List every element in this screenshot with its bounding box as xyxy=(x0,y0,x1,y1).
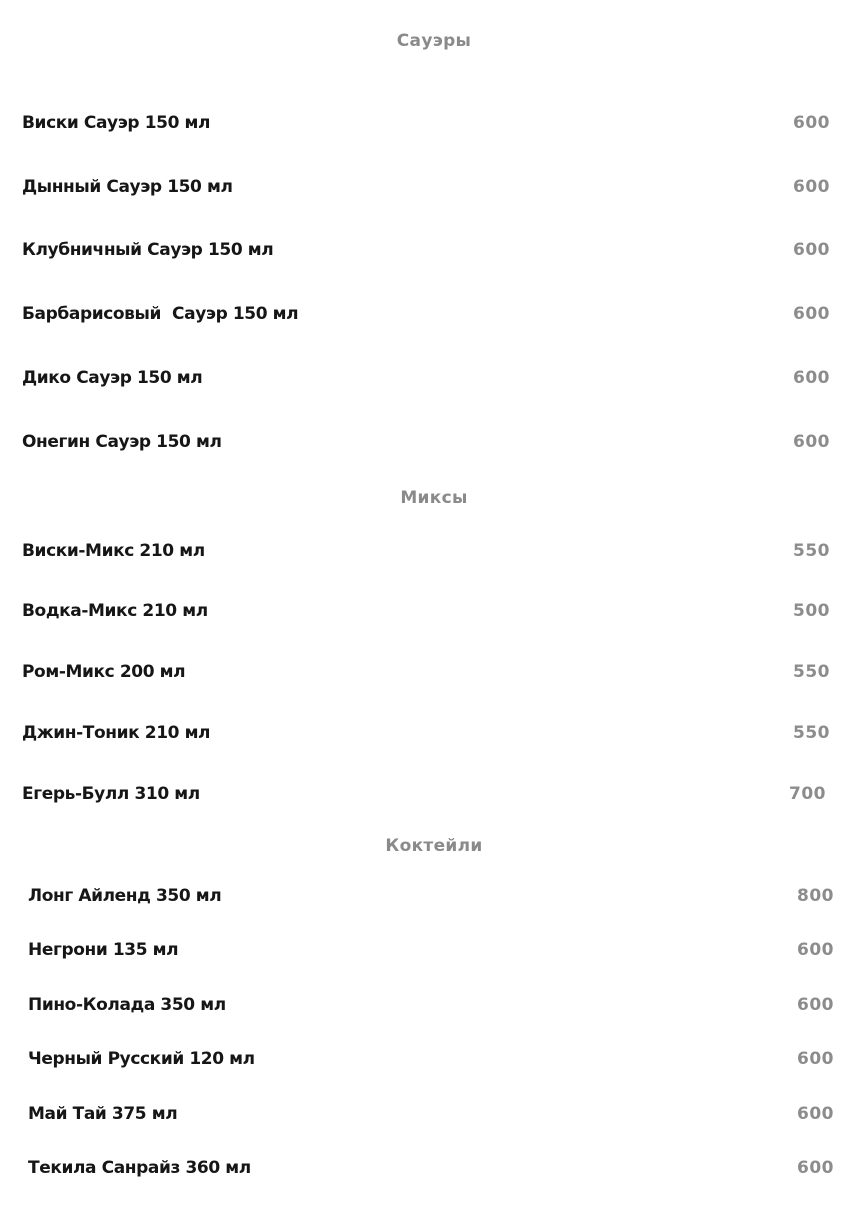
item-name: Ром-Микс 200 мл xyxy=(22,662,186,682)
menu-item xyxy=(22,721,830,745)
item-price: 600 xyxy=(797,1158,834,1178)
menu-item xyxy=(22,539,830,563)
menu-item xyxy=(22,430,830,454)
item-name: Май Тай 375 мл xyxy=(28,1104,178,1124)
item-name: Виски Сауэр 150 мл xyxy=(22,113,211,133)
section-title-cocktails: Коктейли xyxy=(385,836,483,856)
item-price: 600 xyxy=(793,113,830,133)
menu-item xyxy=(22,599,830,623)
item-price: 600 xyxy=(797,995,834,1015)
menu-item xyxy=(28,1047,834,1071)
item-name: Дынный Сауэр 150 мл xyxy=(22,177,233,197)
item-price: 600 xyxy=(797,1049,834,1069)
menu-item xyxy=(22,302,830,326)
item-name: Онегин Сауэр 150 мл xyxy=(22,432,222,452)
menu-item xyxy=(22,366,830,390)
menu-item xyxy=(28,1102,834,1126)
menu-item xyxy=(22,660,830,684)
menu-item xyxy=(22,175,830,199)
item-price: 550 xyxy=(793,662,830,682)
item-name: Джин-Тоник 210 мл xyxy=(22,723,211,743)
item-price: 600 xyxy=(797,940,834,960)
item-name: Дико Сауэр 150 мл xyxy=(22,368,203,388)
item-price: 700 xyxy=(789,784,826,804)
item-price: 500 xyxy=(793,601,830,621)
item-name: Пино-Колада 350 мл xyxy=(28,995,226,1015)
menu-item xyxy=(28,938,834,962)
menu-item xyxy=(22,111,830,135)
item-name: Барбарисовый Сауэр 150 мл xyxy=(22,304,299,324)
item-price: 600 xyxy=(797,1104,834,1124)
item-name: Текила Санрайз 360 мл xyxy=(28,1158,251,1178)
menu-item xyxy=(28,1156,834,1180)
item-price: 600 xyxy=(793,432,830,452)
item-name: Негрони 135 мл xyxy=(28,940,179,960)
item-price: 600 xyxy=(793,304,830,324)
item-price: 800 xyxy=(797,886,834,906)
item-price: 600 xyxy=(793,177,830,197)
item-name: Егерь-Булл 310 мл xyxy=(22,784,200,804)
item-price: 600 xyxy=(793,240,830,260)
menu-item xyxy=(22,782,830,806)
item-price: 550 xyxy=(793,541,830,561)
item-name: Черный Русский 120 мл xyxy=(28,1049,255,1069)
item-name: Лонг Айленд 350 мл xyxy=(28,886,222,906)
item-price: 600 xyxy=(793,368,830,388)
menu-item xyxy=(28,884,834,908)
section-title-sours: Сауэры xyxy=(396,31,472,51)
item-name: Водка-Микс 210 мл xyxy=(22,601,208,621)
item-name: Виски-Микс 210 мл xyxy=(22,541,205,561)
menu-item xyxy=(22,238,830,262)
item-price: 550 xyxy=(793,723,830,743)
section-title-mixes: Миксы xyxy=(400,488,468,508)
menu-item xyxy=(28,993,834,1017)
item-name: Клубничный Сауэр 150 мл xyxy=(22,240,274,260)
